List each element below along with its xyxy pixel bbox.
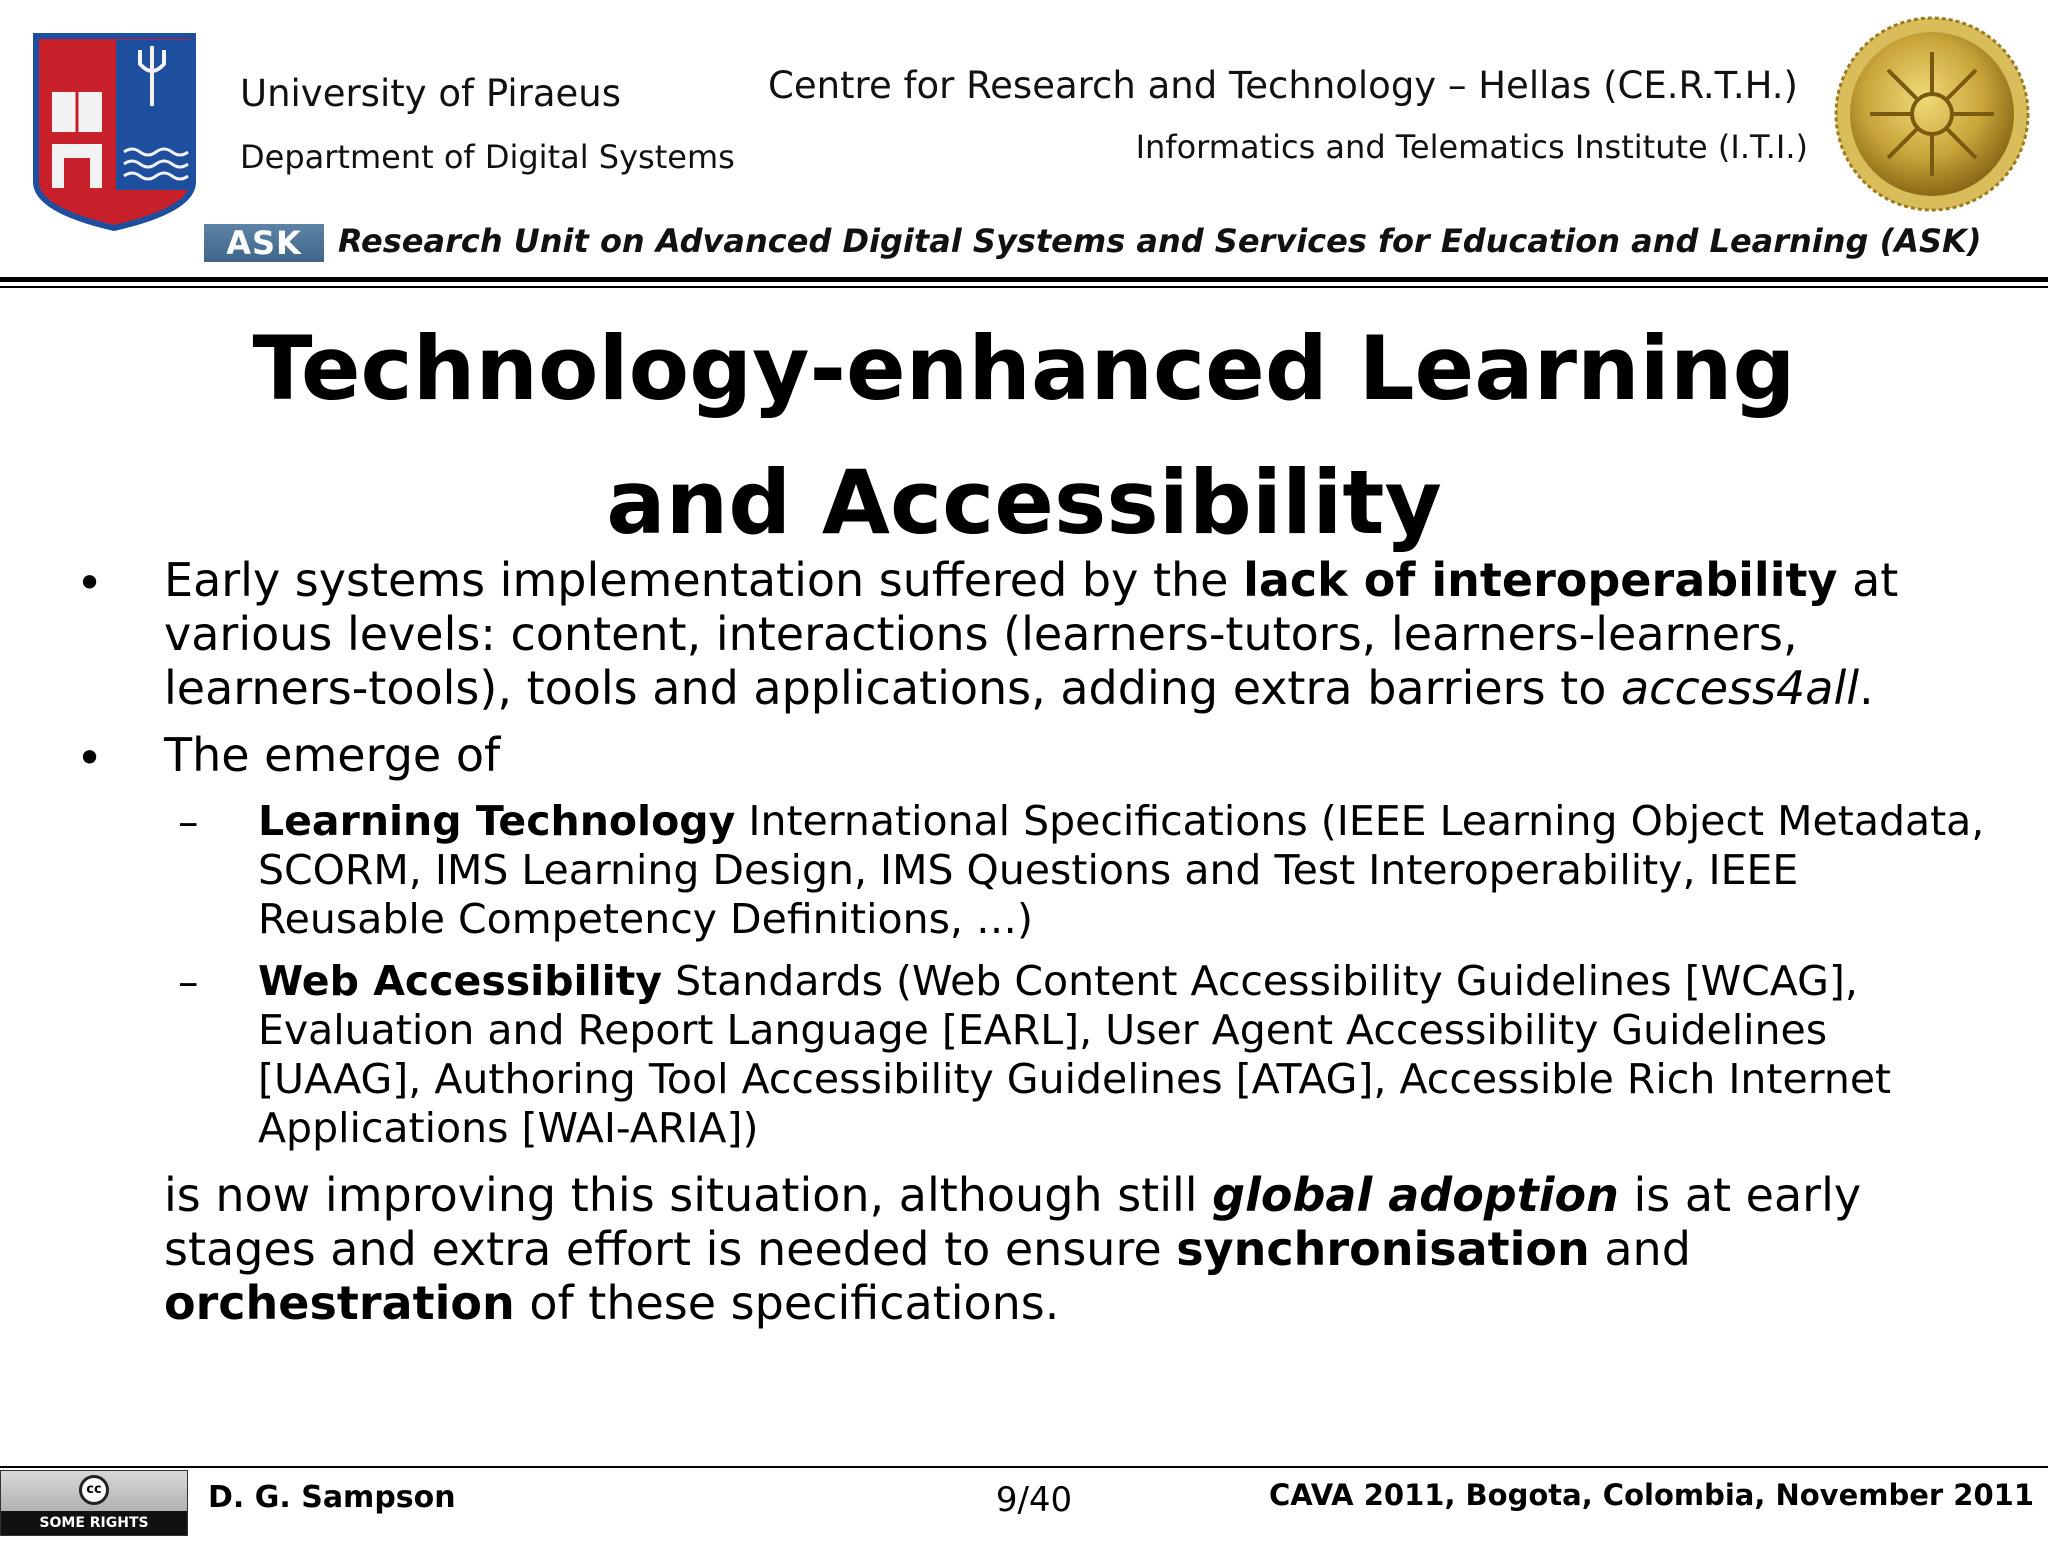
- bold-phrase: orchestration: [164, 1276, 515, 1330]
- bold-phrase: lack of interoperability: [1243, 553, 1838, 607]
- header-rule-thin: [0, 286, 2048, 288]
- closing-text: and: [1589, 1222, 1691, 1276]
- university-name: University of Piraeus: [240, 72, 621, 115]
- centre-name: Centre for Research and Technology – Hellas (CE.R.T.H.): [767, 64, 1798, 107]
- slide-title-line-1: Technology-enhanced Learning: [252, 317, 1796, 420]
- italic-phrase: access4all: [1620, 661, 1860, 715]
- certh-gold-seal-logo: [1832, 14, 2032, 214]
- sub-bullet-web-accessibility: [258, 957, 1998, 1153]
- bold-phrase: Learning Technology: [258, 797, 736, 845]
- slide-title: [0, 302, 2048, 570]
- header-rule-thick: [0, 277, 2048, 282]
- institute-name: Informatics and Telematics Institute (I.T.I.): [1135, 128, 1808, 166]
- bullet-interoperability: [164, 553, 2004, 715]
- bullet-text: Early systems implementation suffered by the: [164, 553, 1244, 607]
- closing-text: of these specifications.: [514, 1276, 1060, 1330]
- sub-bullet-marker: –: [178, 958, 199, 1006]
- footer-conference: CAVA 2011, Bogota, Colombia, November 2011: [1268, 1478, 2034, 1512]
- bullet-text: at various levels: content, interactions (learners-tutors, learners-learners, learners-tools), tools and applications, adding extra barriers to: [164, 553, 1899, 715]
- closing-text: is now improving this situation, although still: [164, 1168, 1213, 1222]
- bold-italic-phrase: [1212, 1168, 1619, 1222]
- creative-commons-badge[interactable]: [0, 1470, 188, 1555]
- university-of-piraeus-logo: [32, 32, 197, 232]
- closing-text: is at early stages and extra effort is needed to ensure: [164, 1168, 1862, 1276]
- sub-bullet-learning-technology: [258, 797, 1998, 944]
- bullet-text: .: [1859, 661, 1874, 715]
- sub-bullet-marker: –: [178, 798, 199, 846]
- bullet-marker: •: [76, 556, 104, 610]
- bold-phrase: synchronisation: [1176, 1222, 1590, 1276]
- research-unit-name: Research Unit on Advanced Digital Systems and Services for Education and Learning (ASK): [338, 222, 1982, 260]
- sub-bullet-text: International Specifications (IEEE Learning Object Metadata, SCORM, IMS Learning Design, IMS Questions and Test Interoperability, IEEE Reusable Competency Definitions, …): [258, 797, 1985, 943]
- bold-italic-text: global adoption: [1212, 1168, 1619, 1222]
- slide-title-line-2: and Accessibility: [606, 451, 1442, 554]
- bullet-emerge-of: The emerge of: [164, 728, 501, 782]
- footer-author: D. G. Sampson: [208, 1480, 456, 1515]
- cc-icon: cc: [79, 1475, 109, 1505]
- bold-phrase: Web Accessibility: [258, 957, 663, 1005]
- department-name: Department of Digital Systems: [240, 138, 735, 176]
- page-number: 9/40: [995, 1480, 1073, 1520]
- closing-paragraph: [164, 1168, 2004, 1330]
- ask-logo: ASK: [204, 224, 324, 262]
- sub-bullet-text: Standards (Web Content Accessibility Guidelines [WCAG], Evaluation and Report Language [EARL], User Agent Accessibility Guidelines [UAAG], Authoring Tool Accessibility Guidelines [ATAG], Accessible Rich Internet Applications [WAI-ARIA]): [258, 957, 1892, 1152]
- cc-rights-text: SOME RIGHTS RESERVED: [1, 1511, 187, 1535]
- footer-rule: [0, 1466, 2048, 1468]
- bullet-marker: •: [76, 731, 104, 785]
